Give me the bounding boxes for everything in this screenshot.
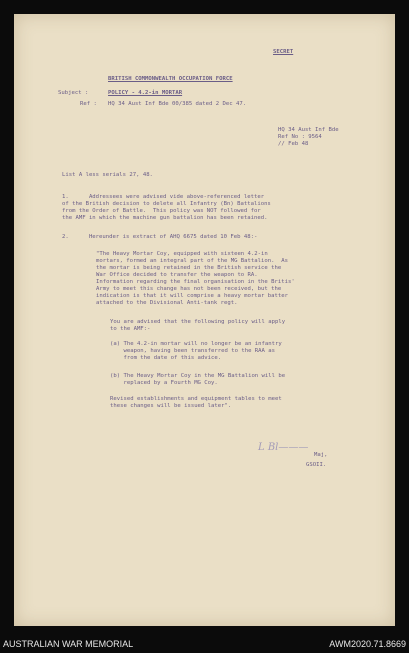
signatory-title: GSOII. (306, 462, 327, 468)
paragraph-1 (62, 194, 271, 222)
text-line: You are advised that the following policy will apply (110, 319, 286, 325)
document-heading: BRITISH COMMONWEALTH OCCUPATION FORCE (108, 76, 233, 82)
text-line: 1. Addressees were advised vide above-referenced letter (62, 194, 265, 200)
closing-paragraph (110, 396, 282, 410)
subject-label: Subject : (58, 90, 89, 96)
signature: L Bl——— (258, 442, 309, 453)
text-line: these changes will be issued later". (110, 403, 232, 409)
text-line: Army to meet this change has not been received, but the (96, 286, 282, 292)
footer-accession-number: AWM2020.71.8669 (329, 639, 406, 649)
text-line: mortars, formed an integral part of the MG Battalion. As (96, 258, 288, 264)
ref-text: HQ 34 Aust Inf Bde 00/385 dated 2 Dec 47. (108, 101, 247, 107)
advised-paragraph (110, 319, 285, 333)
ref-label: Ref : (80, 101, 97, 107)
paragraph-2-lead: 2. Hereunder is extract of AHQ 6675 dated 10 Feb 48:- (62, 234, 258, 240)
text-line: the AMF in which the machine gun battalion has been retained. (62, 215, 268, 221)
text-line: "The Heavy Mortar Coy, equipped with sixteen 4.2-in (96, 251, 268, 257)
text-line: of the British decision to delete all Infantry (Bn) Battalions (62, 201, 271, 207)
distribution-list: List A less serials 27, 48. (62, 172, 153, 178)
text-line: War Office decided to transfer the weapon to RA. (96, 272, 258, 278)
address-block (278, 127, 339, 148)
text-line: from the Order of Battle. This policy was NOT followed for (62, 208, 261, 214)
footer-credit: AUSTRALIAN WAR MEMORIAL (3, 639, 134, 649)
address-line: // Feb 48 (278, 141, 309, 147)
policy-item-b (110, 373, 285, 387)
text-line: Information regarding the final organisation in the Britis' (96, 279, 295, 285)
footer-bar (0, 635, 409, 653)
address-line: HQ 34 Aust Inf Bde (278, 127, 339, 133)
address-line: Ref No : 9564 (278, 134, 322, 140)
policy-item-a (110, 341, 282, 362)
text-line: indication is that it will comprise a heavy mortar batter (96, 293, 288, 299)
signatory-rank: Maj, (314, 452, 328, 458)
text-line: attached to the Divisional Anti-tank regt. (96, 300, 238, 306)
classification-stamp: SECRET (273, 49, 294, 55)
text-line: Revised establishments and equipment tables to meet (110, 396, 282, 402)
text-line: (a) The 4.2-in mortar will no longer be an infantry (110, 341, 282, 347)
quoted-extract (96, 251, 295, 307)
text-line: weapon, having been transferred to the RAA as (110, 348, 276, 354)
text-line: replaced by a Fourth MG Coy. (110, 380, 218, 386)
subject-text: POLICY - 4.2-in MORTAR (108, 90, 183, 96)
text-line: to the AMF:- (110, 326, 151, 332)
text-line: the mortar is being retained in the British service the (96, 265, 282, 271)
text-line: (b) The Heavy Mortar Coy in the MG Battalion will be (110, 373, 286, 379)
text-line: from the date of this advice. (110, 355, 222, 361)
